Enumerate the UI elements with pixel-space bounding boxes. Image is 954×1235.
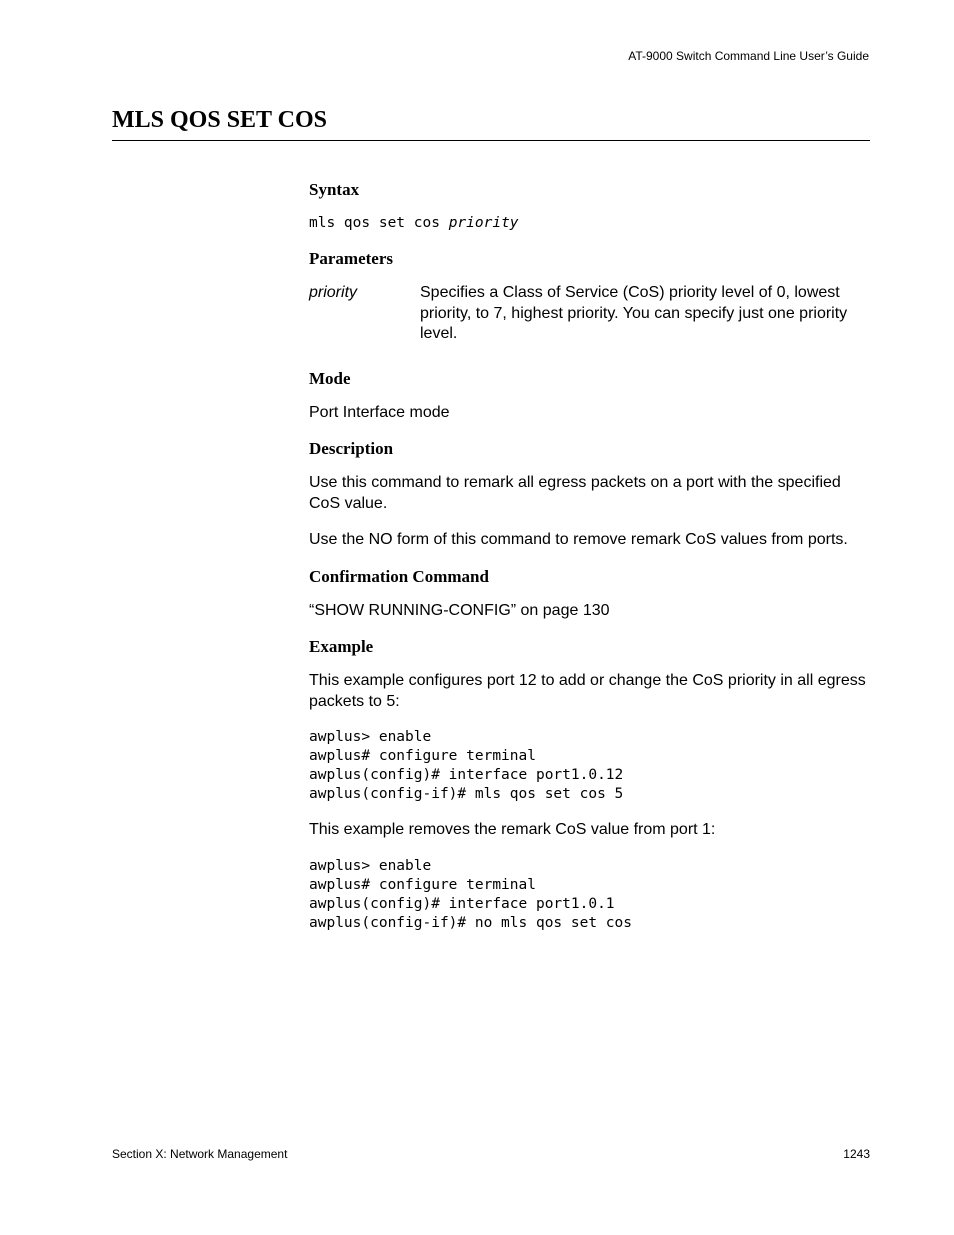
example-heading: Example (309, 637, 374, 656)
description-paragraph-2: Use the NO form of this command to remove remark CoS values from ports. (309, 531, 848, 548)
mode-text: Port Interface mode (309, 403, 450, 421)
code-line: awplus(config-if)# no mls qos set cos (309, 914, 633, 931)
example-intro-1: This example configures port 12 to add or change the CoS priority in all egress packets to 5: (309, 672, 866, 710)
running-header: AT-9000 Switch Command Line User’s Guide (628, 49, 869, 63)
code-line: awplus(config)# interface port1.0.1 (309, 895, 615, 912)
page-title: MLS QOS SET COS (112, 107, 327, 133)
mode-heading: Mode (309, 368, 351, 388)
syntax-argument: priority (448, 215, 519, 231)
syntax-heading: Syntax (309, 180, 360, 199)
parameters-heading: Parameters (309, 249, 394, 268)
example-code-2 (309, 857, 871, 933)
footer-page-number: 1243 (843, 1147, 870, 1161)
parameter-description: Specifies a Class of Service (CoS) priority level of 0, lowest priority, to 7, highest priority. You can specify just one priority level. (420, 284, 848, 342)
confirmation-link[interactable]: “SHOW RUNNING-CONFIG” on page 130 (309, 601, 610, 619)
title-rule (112, 140, 870, 141)
parameter-row (309, 283, 871, 345)
code-line: awplus> enable (309, 729, 432, 745)
parameter-name: priority (309, 284, 358, 301)
footer-section: Section X: Network Management (112, 1147, 288, 1161)
example-intro-2: This example removes the remark CoS value from port 1: (309, 821, 716, 838)
description-paragraph-1: Use this command to remark all egress packets on a port with the specified CoS value. (309, 474, 841, 512)
running-footer (112, 1147, 870, 1161)
content (309, 180, 871, 949)
code-line: awplus# configure terminal (309, 748, 536, 764)
syntax-command-text: mls qos set cos (309, 215, 449, 231)
code-line: awplus> enable (309, 857, 432, 874)
example-code-1 (309, 728, 871, 804)
code-line: awplus# configure terminal (309, 876, 536, 893)
syntax-command (309, 214, 871, 233)
description-heading: Description (309, 439, 394, 458)
code-line: awplus(config-if)# mls qos set cos 5 (309, 786, 624, 802)
code-line: awplus(config)# interface port1.0.12 (309, 767, 624, 783)
confirmation-heading: Confirmation Command (309, 566, 489, 586)
